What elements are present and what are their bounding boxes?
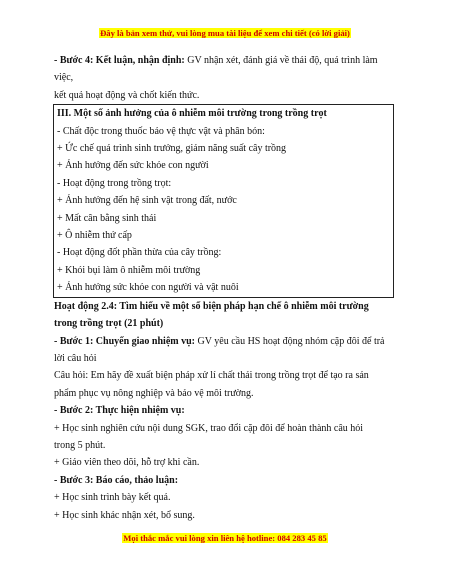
step1-text: GV yêu cầu HS hoạt động nhóm cặp đôi để trả xyxy=(195,335,385,347)
hotline-banner-text: Mọi thắc mắc vui lòng xin liên hệ hotline: 084 283 45 85 xyxy=(123,533,327,543)
question-line2: phẩm phục vụ nông nghiệp và bảo vệ môi trường. xyxy=(54,387,254,399)
step2-line3: + Giáo viên theo dõi, hỗ trợ khi cần. xyxy=(54,457,200,469)
question-line1: Câu hỏi: Em hãy đề xuất biện pháp xử lí chất thải trong trồng trọt để tạo ra sản xyxy=(54,370,369,382)
activity-title: Hoạt động 2.4: Tìm hiểu về một số biện pháp hạn chế ô nhiễm môi trường xyxy=(54,300,369,312)
step4-label: - Bước 4: Kết luận, nhận định: xyxy=(54,55,185,66)
hotline-banner xyxy=(0,533,450,543)
box-line: + Ô nhiễm thứ cấp xyxy=(57,230,132,242)
box-line: - Chất độc trong thuốc bảo vệ thực vật và phân bón: xyxy=(57,125,265,137)
section-heading: III. Một số ảnh hưởng của ô nhiễm môi trường trong trồng trọt xyxy=(57,108,327,120)
step4-text: GV nhận xét, đánh giá về thái độ, quá trình làm xyxy=(184,55,378,66)
step3-line1: + Học sinh trình bày kết quả. xyxy=(54,492,171,504)
step4-line3: kết quả hoạt động và chốt kiến thức. xyxy=(54,89,200,101)
activity-title-line2: trong trồng trọt (21 phút) xyxy=(54,318,164,330)
step1-line xyxy=(54,333,394,350)
step1-label: - Bước 1: Chuyển giao nhiệm vụ: xyxy=(54,335,195,347)
step1-line2: lời câu hỏi xyxy=(54,352,97,364)
box-line: + Ức chế quá trình sinh trưởng, giảm năng suất cây trồng xyxy=(57,143,287,155)
step3-line2: + Học sinh khác nhận xét, bổ sung. xyxy=(54,509,195,521)
preview-banner-text: Đây là bản xem thử, vui lòng mua tài liệu để xem chi tiết (có lời giải) xyxy=(100,28,350,38)
box-line: - Hoạt động đốt phần thừa của cây trồng: xyxy=(57,247,222,259)
box-line: + Ảnh hưởng sức khỏe con người và vật nuôi xyxy=(57,282,239,294)
step2-line2: trong 5 phút. xyxy=(54,439,106,451)
section-box xyxy=(53,104,394,297)
step4-line xyxy=(54,52,394,69)
box-line: + Ảnh hưởng đến sức khỏe con người xyxy=(57,160,209,172)
box-line: + Mất cân bằng sinh thái xyxy=(57,212,157,224)
box-line: - Hoạt động trong trồng trọt: xyxy=(57,177,172,189)
step2-line1: + Học sinh nghiên cứu nội dung SGK, trao đổi cặp đôi để hoàn thành câu hỏi xyxy=(54,422,364,434)
preview-banner xyxy=(0,28,450,38)
step2-label: - Bước 2: Thực hiện nhiệm vụ: xyxy=(54,405,185,417)
step3-label: - Bước 3: Báo cáo, thảo luận: xyxy=(54,474,179,486)
box-line: + Khói bụi làm ô nhiễm môi trường xyxy=(57,264,201,276)
step4-line2: việc, xyxy=(54,72,74,84)
document-body xyxy=(54,52,394,524)
box-line: + Ảnh hưởng đến hệ sinh vật trong đất, nước xyxy=(57,195,237,207)
